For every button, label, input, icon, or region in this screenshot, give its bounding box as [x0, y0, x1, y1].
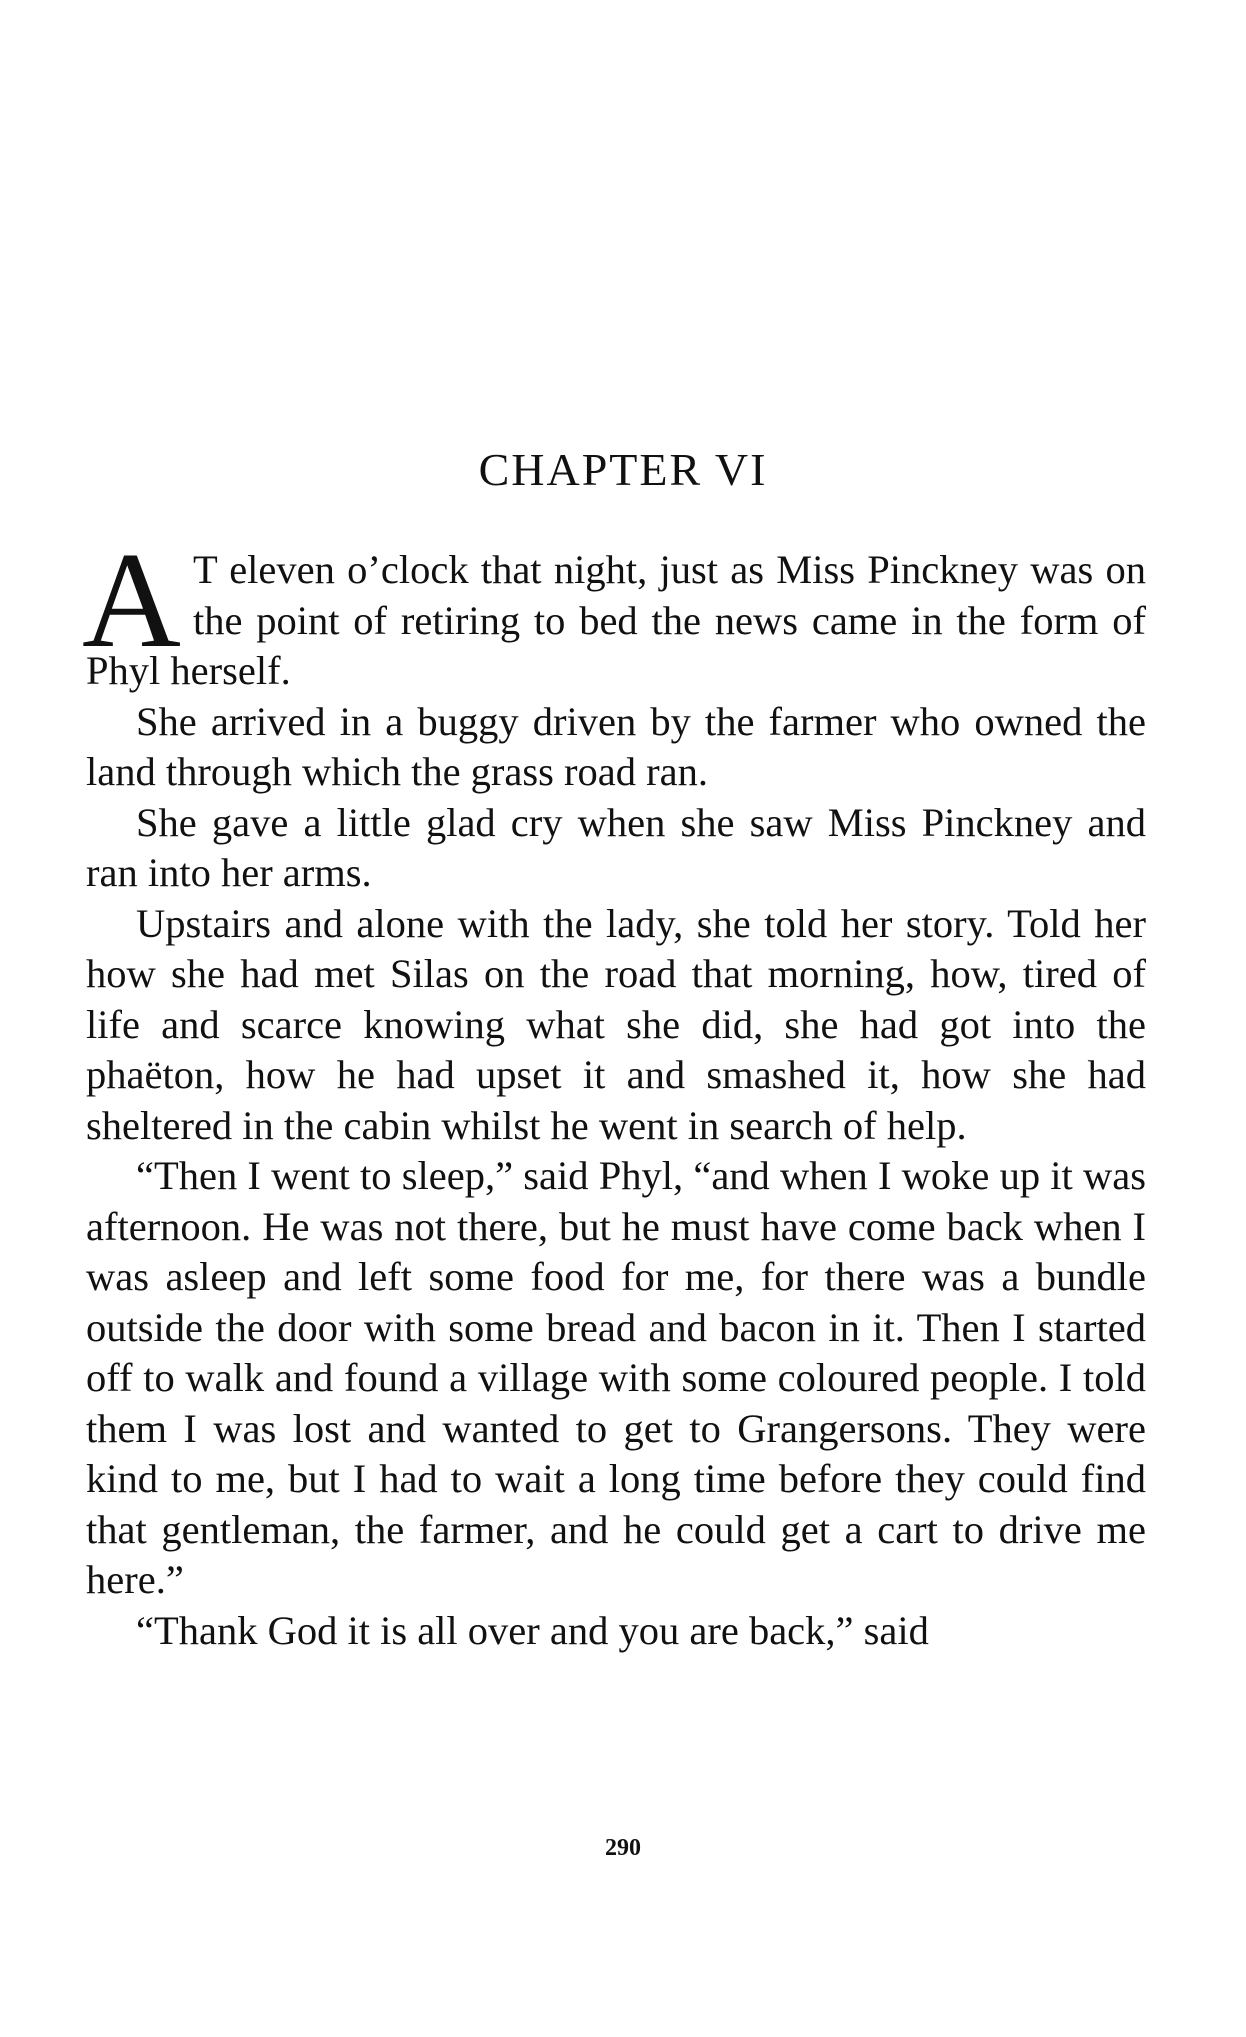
paragraph: She arrived in a buggy driven by the farmer who owned the land through which the grass road ran. [86, 698, 1146, 794]
chapter-body [82, 524, 1146, 1656]
paragraph-text: T eleven o’clock that night, just as Miss Pinckney was on the point of retiring to bed the news came in the form of Phyl herself. [86, 547, 1146, 693]
drop-cap: A [82, 524, 181, 676]
paragraph-continued: “Thank God it is all over and you are back,” said [136, 1607, 929, 1653]
paragraph-opening [82, 524, 1146, 697]
page-number: 290 [605, 1835, 641, 1861]
paragraph: She gave a little glad cry when she saw Miss Pinckney and ran into her arms. [86, 799, 1146, 895]
paragraph: “Then I went to sleep,” said Phyl, “and when I woke up it was afternoon. He was not there, but he must have come back when I was asleep and left some food for me, for there was a bundle outside the door with some bread and bacon in it. Then I started off to walk and found a village with some coloured people. I told them I was lost and wanted to get to Grangersons. They were kind to me, but I had to wait a long time before they could find that gentleman, the farmer, and he could get a cart to drive me here.” [86, 1153, 1146, 1602]
paragraph: Upstairs and alone with the lady, she told her story. Told her how she had met Silas on the road that morning, how, tired of life and scarce knowing what she did, she had got into the phaëton, how he had upset it and smashed it, how she had sheltered in the cabin whilst he went in search of help. [86, 900, 1146, 1148]
chapter-title: CHAPTER VI [478, 444, 768, 495]
